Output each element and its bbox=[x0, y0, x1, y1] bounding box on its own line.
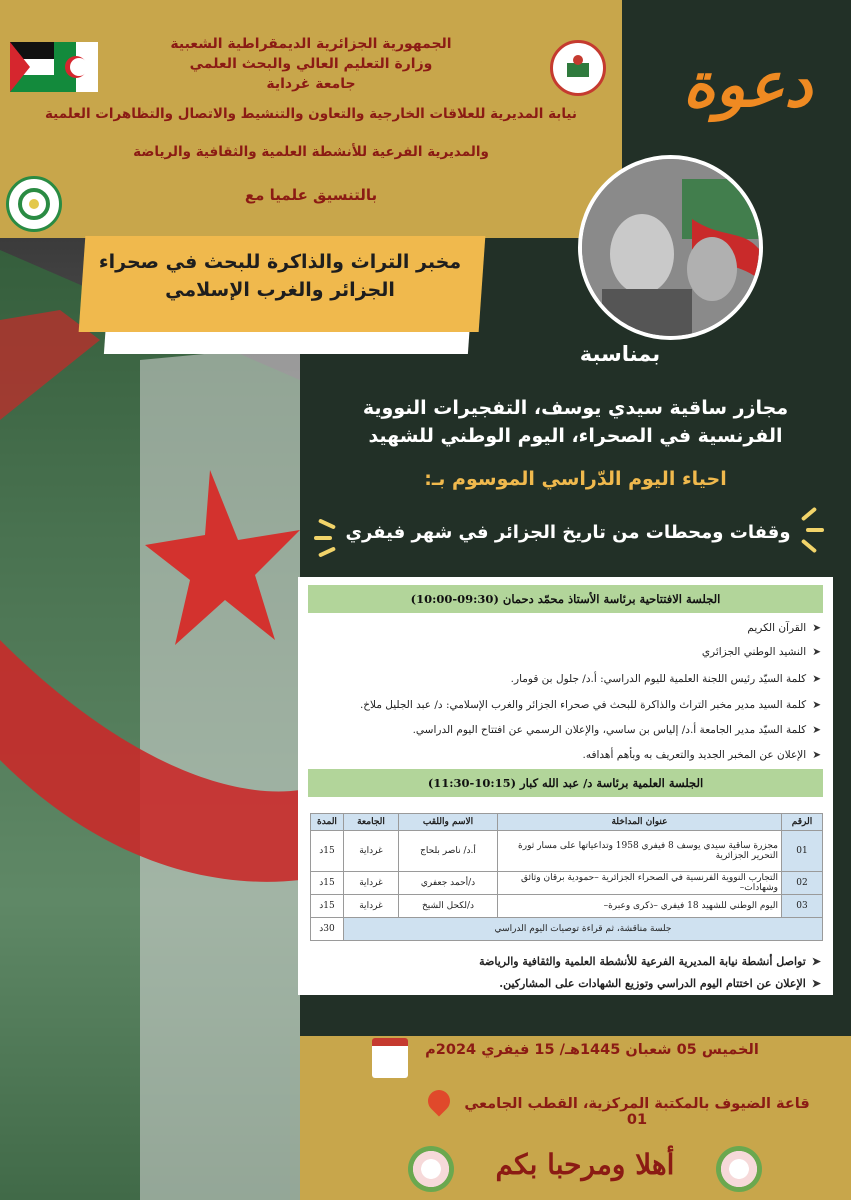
program-item: ➤كلمة السيّد مدير الجامعة أ.د/ إلياس بن ساسي، والإعلان الرسمي عن افتتاح اليوم الدراسي. bbox=[412, 724, 821, 736]
university: غرداية bbox=[344, 895, 399, 918]
occasion-line-2: الفرنسية في الصحراء، اليوم الوطني للشهيد bbox=[368, 425, 783, 447]
presentation-title: مجزرة ساقية سيدي يوسف 8 فيفري 1958 وتداعياتها على مسار ثورة التحرير الجزائرية bbox=[498, 831, 782, 872]
check-icon: ➤ bbox=[812, 749, 821, 761]
lab-name bbox=[90, 248, 470, 304]
invitation-title: دعوة bbox=[682, 48, 813, 121]
speaker-name: أ.د/ ناصر بلحاج bbox=[399, 831, 498, 872]
directorate-line-1: نيابة المديرية للعلاقات الخارجية والتعاون والتنشيط والاتصال والتظاهرات العلمية bbox=[45, 106, 577, 122]
table-row bbox=[311, 872, 823, 895]
coordination-label: بالتنسيق علميا مع bbox=[244, 186, 378, 204]
speaker-name: د/لكحل الشيخ bbox=[399, 895, 498, 918]
palestine-algeria-flags-icon bbox=[10, 42, 98, 92]
table-header-row bbox=[311, 814, 823, 831]
calendar-icon bbox=[372, 1038, 408, 1078]
check-icon: ➤ bbox=[812, 622, 821, 634]
event-location: قاعة الضيوف بالمكتبة المركزية، القطب الجامعي 01 bbox=[464, 1096, 810, 1128]
speaker-name: د/أحمد جعفري bbox=[399, 872, 498, 895]
study-day-theme: وقفات ومحطات من تاريخ الجزائر في شهر فيفري bbox=[345, 522, 791, 543]
table-row bbox=[311, 918, 823, 941]
duration: 15د bbox=[311, 831, 344, 872]
rose-icon bbox=[716, 1146, 762, 1192]
row-number: 01 bbox=[782, 831, 823, 872]
university-name: جامعة غرداية bbox=[266, 76, 356, 92]
presentation-title: التجارب النووية الفرنسية في الصحراء الجزائرية –حمودية برقان وثائق وشهادات– bbox=[498, 872, 782, 895]
closing-item: ➤الإعلان عن اختتام اليوم الدراسي وتوزيع الشهادات على المشاركين. bbox=[499, 977, 821, 990]
check-icon: ➤ bbox=[812, 646, 821, 658]
header-panel bbox=[0, 0, 622, 238]
row-number: 03 bbox=[782, 895, 823, 918]
program-item: ➤الإعلان عن المخبر الجديد والتعريف به وبأهم أهدافه. bbox=[582, 749, 821, 761]
lab-name-line-2: الجزائر والغرب الإسلامي bbox=[165, 279, 395, 301]
country-name: الجمهورية الجزائرية الديمقراطية الشعبية bbox=[170, 36, 452, 52]
program-panel bbox=[298, 577, 833, 995]
duration: 30د bbox=[311, 918, 344, 941]
discussion-note: جلسة مناقشة، ثم قراءة توصيات اليوم الدراسي bbox=[344, 918, 823, 941]
session-2-title: الجلسة العلمية برئاسة د/ عبد الله كبار (10:15-11:30) bbox=[308, 769, 823, 797]
occasion-heading: بمناسبة bbox=[579, 342, 661, 366]
closing-item: ➤تواصل أنشطة نيابة المديرية الفرعية للأنشطة العلمية والثقافية والرياضة bbox=[479, 955, 821, 968]
check-icon: ➤ bbox=[812, 724, 821, 736]
check-icon: ➤ bbox=[811, 955, 821, 968]
lab-logo-icon bbox=[6, 176, 62, 232]
university-logo-icon bbox=[550, 40, 606, 96]
check-icon: ➤ bbox=[812, 699, 821, 711]
table-row bbox=[311, 895, 823, 918]
check-icon: ➤ bbox=[812, 673, 821, 685]
directorate-line-2: والمديرية الفرعية للأنشطة العلمية والثقافية والرياضة bbox=[133, 144, 489, 160]
check-icon: ➤ bbox=[811, 977, 821, 990]
occasion-description bbox=[300, 394, 851, 450]
welcome-message: أهلا ومرحبا بكم bbox=[495, 1148, 675, 1181]
table-header: الجامعة bbox=[344, 814, 399, 831]
university: غرداية bbox=[344, 872, 399, 895]
presentations-table bbox=[310, 813, 823, 941]
university: غرداية bbox=[344, 831, 399, 872]
program-item: ➤النشيد الوطني الجزائري bbox=[701, 646, 821, 658]
table-row bbox=[311, 831, 823, 872]
table-header: الاسم واللقب bbox=[399, 814, 498, 831]
program-item: ➤القرآن الكريم bbox=[747, 622, 821, 634]
program-item: ➤كلمة السيد مدير مخبر التراث والذاكرة للبحث في صحراء الجزائر والغرب الإسلامي: د/ عبد الجليل ملاخ. bbox=[359, 699, 821, 711]
duration: 15د bbox=[311, 895, 344, 918]
session-1-title: الجلسة الافتتاحية برئاسة الأستاذ محمّد دحمان (09:30-10:00) bbox=[308, 585, 823, 613]
study-day-label: احياء اليوم الدّراسي الموسوم بـ: bbox=[424, 468, 727, 490]
event-date: الخميس 05 شعبان 1445هـ/ 15 فيفري 2024م bbox=[425, 1042, 759, 1058]
lab-name-line-1: مخبر التراث والذاكرة للبحث في صحراء bbox=[98, 251, 462, 273]
table-header: المدة bbox=[311, 814, 344, 831]
martyrs-photo bbox=[578, 155, 763, 340]
program-item: ➤كلمة السيّد رئيس اللجنة العلمية لليوم الدراسي: أ.د/ جلول بن قومار. bbox=[510, 673, 821, 685]
duration: 15د bbox=[311, 872, 344, 895]
ministry-name: وزارة التعليم العالي والبحث العلمي bbox=[189, 56, 433, 72]
table-header: الرقم bbox=[782, 814, 823, 831]
presentation-title: اليوم الوطني للشهيد 18 فيفري –ذكرى وعبرة– bbox=[498, 895, 782, 918]
table-header: عنوان المداخلة bbox=[498, 814, 782, 831]
rose-icon bbox=[408, 1146, 454, 1192]
row-number: 02 bbox=[782, 872, 823, 895]
occasion-line-1: مجازر ساقية سيدي يوسف، التفجيرات النووية bbox=[362, 397, 789, 419]
